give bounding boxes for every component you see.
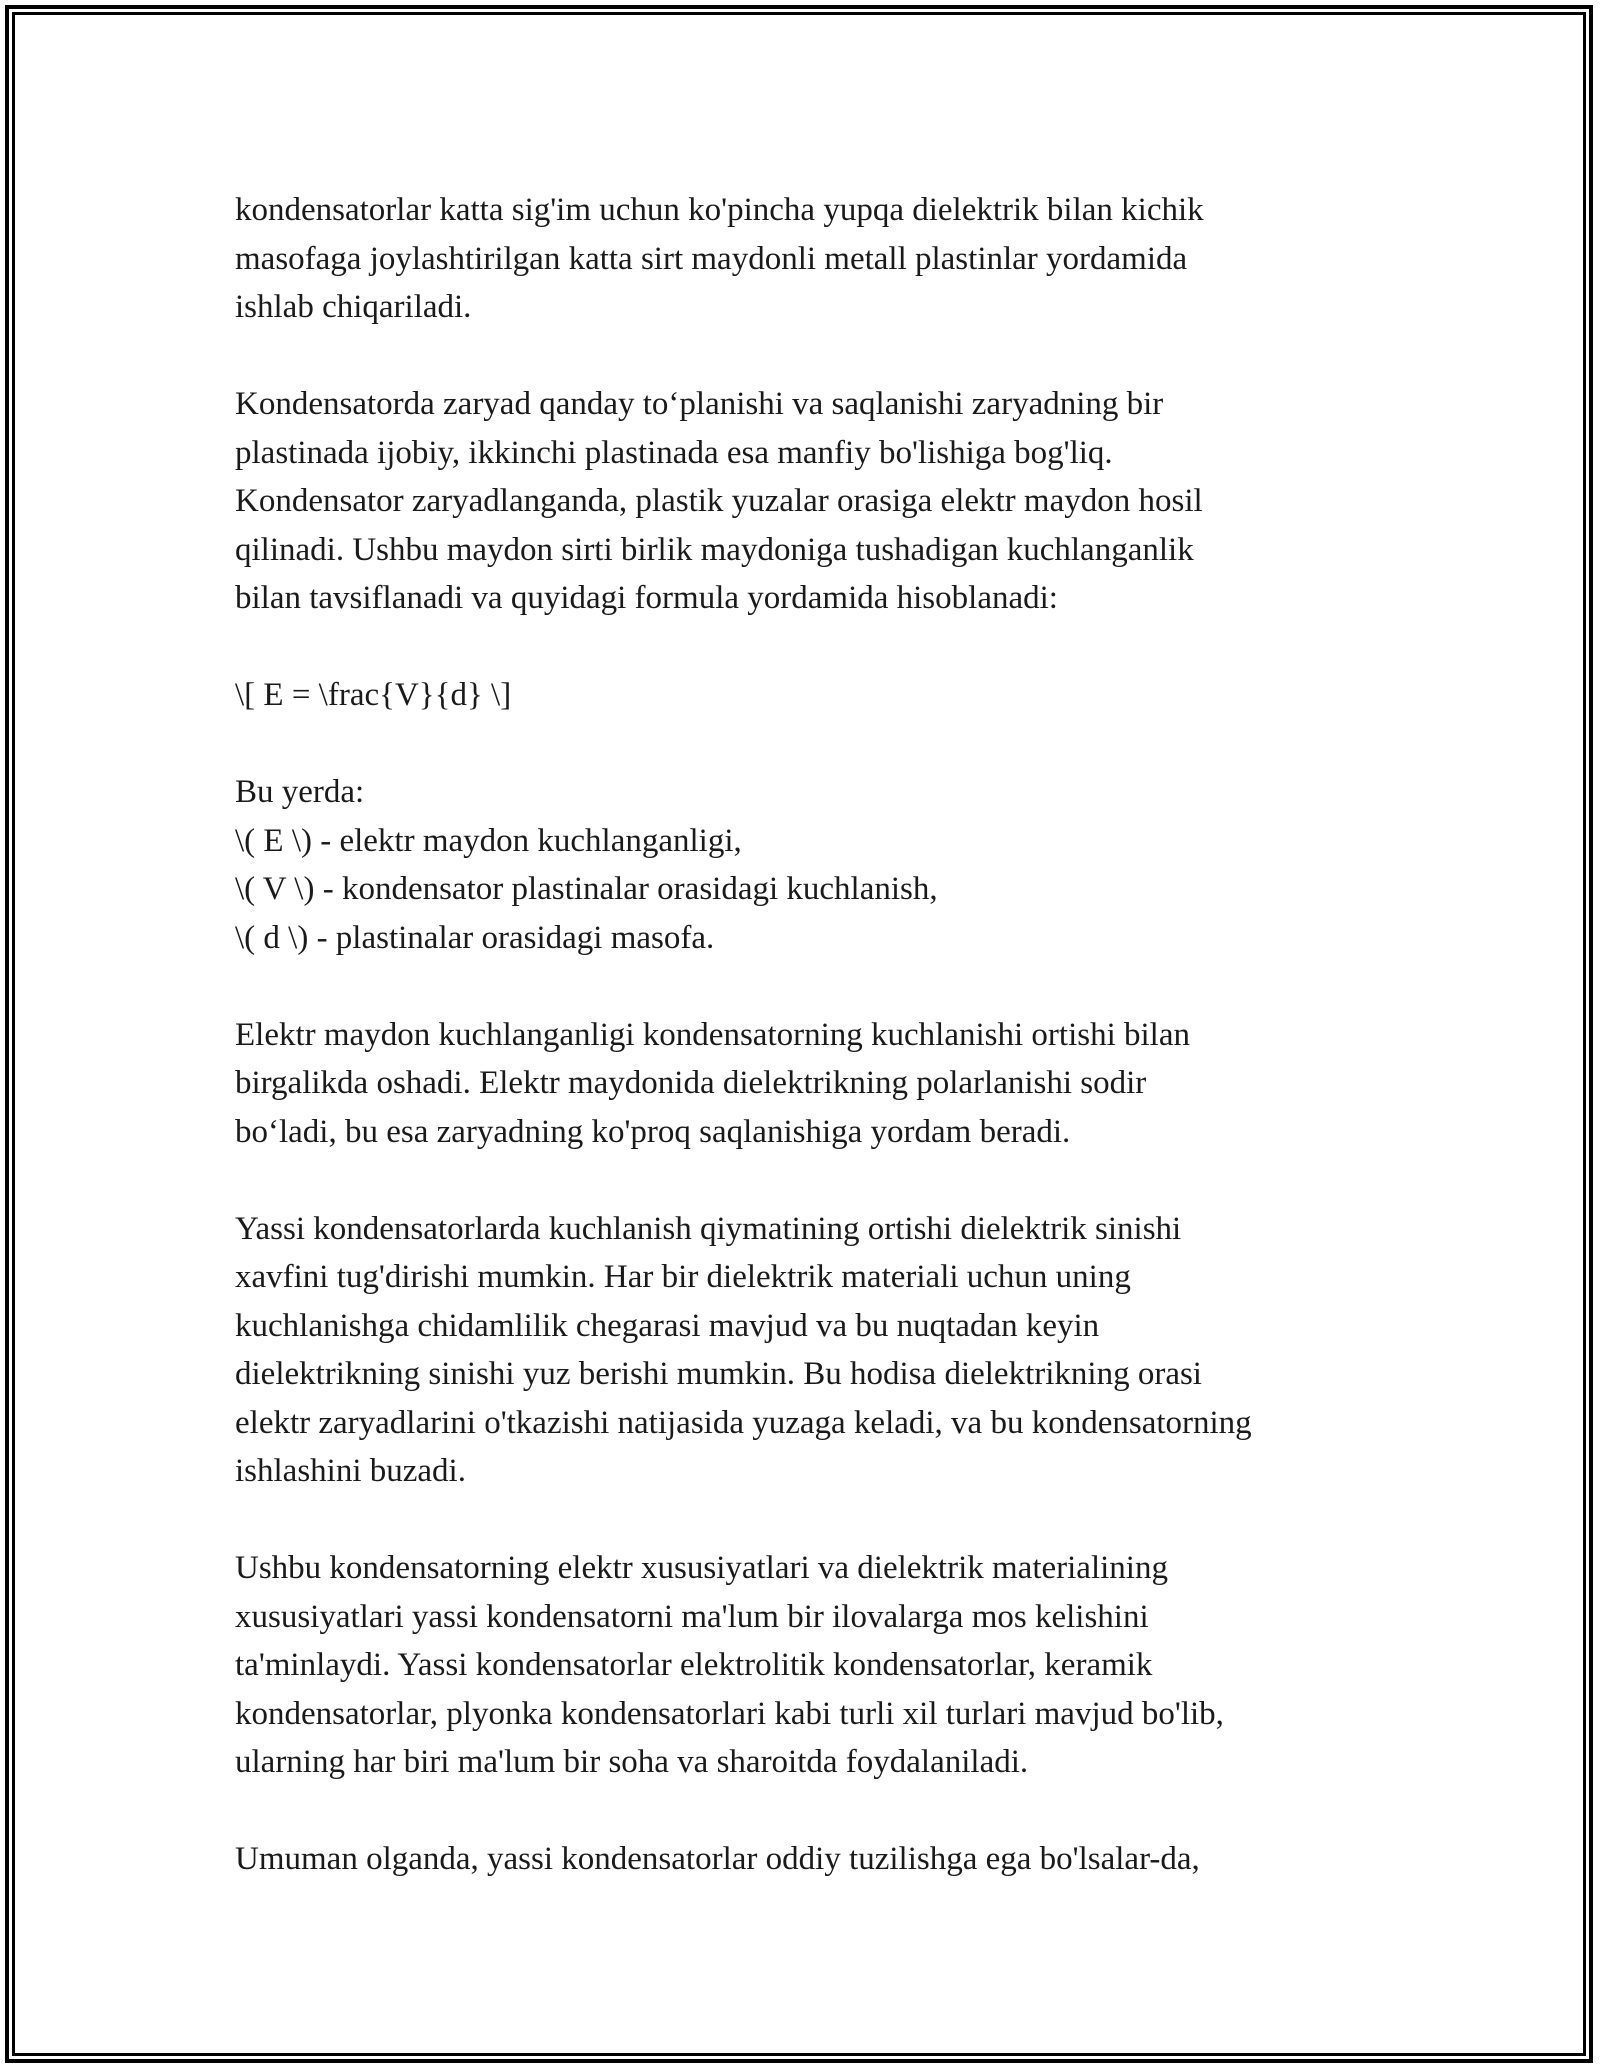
text-line: \( V \) - kondensator plastinalar orasidagi kuchlanish, xyxy=(235,871,938,907)
text-line: plastinada ijobiy, ikkinchi plastinada esa manfiy bo'lishiga bog'liq. xyxy=(235,434,1113,471)
text-line: xususiyatlari yassi kondensatorni ma'lum bir ilovalarga mos kelishini xyxy=(235,1598,1149,1635)
text-line: Bu yerda: xyxy=(235,774,365,810)
text-line: Yassi kondensatorlarda kuchlanish qiymatining ortishi dielektrik sinishi xyxy=(235,1210,1182,1247)
text-line: kondensatorlar katta sig'im uchun ko'pincha yupqa dielektrik bilan kichik xyxy=(235,192,1204,228)
paragraph-charge-storage xyxy=(235,380,1395,623)
formula-line: \[ E = \frac{V}{d} \] xyxy=(235,677,512,713)
text-line: \( E \) - elektr maydon kuchlanganligi, xyxy=(235,822,742,859)
text-line: birgalikda oshadi. Elektr maydonida dielektrikning polarlanishi sodir xyxy=(235,1065,1147,1101)
text-line: Kondensator zaryadlanganda, plastik yuzalar orasiga elektr maydon hosil xyxy=(235,483,1203,519)
text-line: bo‘ladi, bu esa zaryadning ko'proq saqlanishiga yordam beradi. xyxy=(235,1113,1071,1150)
paragraph-capacitor-types xyxy=(235,1544,1395,1787)
text-line: kondensatorlar, plyonka kondensatorlari kabi turli xil turlari mavjud bo'lib, xyxy=(235,1695,1224,1732)
document-body xyxy=(235,186,1395,1884)
paragraph-intro-continuation xyxy=(235,186,1395,332)
text-line: bilan tavsiflanadi va quyidagi formula yordamida hisoblanadi: xyxy=(235,580,1058,616)
paragraph-field-strength xyxy=(235,1011,1395,1157)
paragraph-conclusion xyxy=(235,1835,1395,1884)
text-line: masofaga joylashtirilgan katta sirt maydonli metall plastinlar yordamida xyxy=(235,240,1188,277)
paragraph-formula xyxy=(235,671,1395,720)
text-line: Elektr maydon kuchlanganligi kondensatorning kuchlanishi ortishi bilan xyxy=(235,1016,1190,1053)
text-line: qilinadi. Ushbu maydon sirti birlik maydoniga tushadigan kuchlanganlik xyxy=(235,531,1194,568)
text-line: Ushbu kondensatorning elektr xususiyatlari va dielektrik materialining xyxy=(235,1550,1168,1586)
text-line: ularning har biri ma'lum bir soha va sharoitda foydalaniladi. xyxy=(235,1744,1029,1780)
text-line: ishlab chiqariladi. xyxy=(235,289,472,325)
paragraph-definitions xyxy=(235,768,1395,962)
text-line: elektr zaryadlarini o'tkazishi natijasida yuzaga keladi, va bu kondensatorning xyxy=(235,1404,1252,1441)
text-line: xavfini tug'dirishi mumkin. Har bir dielektrik materiali uchun uning xyxy=(235,1259,1131,1295)
text-line: dielektrikning sinishi yuz berishi mumkin. Bu hodisa dielektrikning orasi xyxy=(235,1356,1202,1392)
text-line: \( d \) - plastinalar orasidagi masofa. xyxy=(235,919,715,956)
text-line: ta'minlaydi. Yassi kondensatorlar elektrolitik kondensatorlar, keramik xyxy=(235,1647,1153,1683)
paragraph-dielectric-breakdown xyxy=(235,1205,1395,1496)
text-line: ishlashini buzadi. xyxy=(235,1453,466,1489)
text-line: kuchlanishga chidamlilik chegarasi mavjud va bu nuqtadan keyin xyxy=(235,1307,1100,1344)
text-line: Umuman olganda, yassi kondensatorlar oddiy tuzilishga ega bo'lsalar-da, xyxy=(235,1841,1200,1877)
text-line: Kondensatorda zaryad qanday to‘planishi va saqlanishi zaryadning bir xyxy=(235,386,1164,422)
